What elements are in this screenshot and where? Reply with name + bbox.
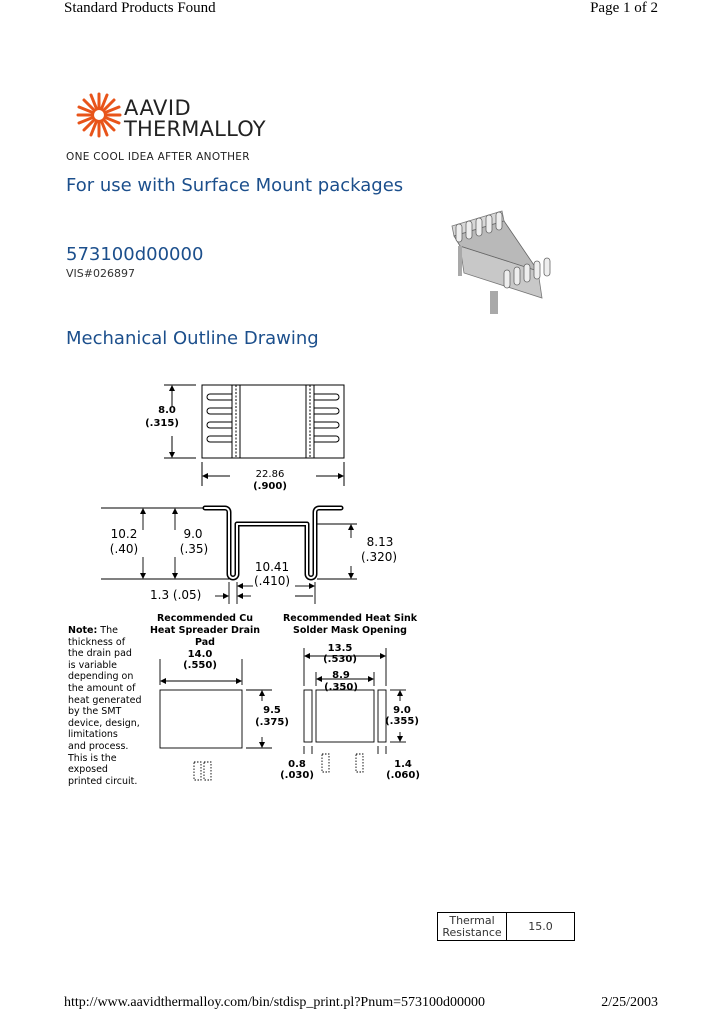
mask-left-in: (.030) — [280, 770, 314, 781]
vis-number: VIS#026897 — [66, 267, 135, 280]
note-line: The — [100, 625, 118, 636]
side-h1-in: (.40) — [109, 542, 139, 556]
side-width-mm: 10.41 — [254, 560, 290, 574]
pad-title-line1: Recommended Cu — [156, 613, 253, 624]
mask-outer-in: (.530) — [323, 654, 357, 665]
side-h3-mm: 8.13 — [366, 535, 394, 549]
logo-aavid: AAVID — [124, 96, 192, 120]
side-h3-in: (.320) — [360, 550, 398, 564]
side-thickness: 1.3 (.05) — [150, 588, 202, 602]
note-line: thickness of — [68, 636, 126, 648]
note-line: This is the — [68, 752, 117, 764]
note-line: limitations — [68, 729, 118, 741]
thermal-label-line1: Thermal — [449, 913, 495, 927]
logo-thermalloy: THERMALLOY — [124, 117, 266, 141]
mask-title-line2: Solder Mask Opening — [293, 625, 407, 636]
thermal-value: 15.0 — [507, 913, 575, 941]
mask-height-in: (.355) — [385, 716, 419, 727]
aavid-sunburst-logo-icon — [76, 92, 122, 138]
note-line: by the SMT — [68, 706, 122, 718]
pad-width-mm: 14.0 — [187, 649, 213, 660]
header-title: Standard Products Found — [64, 0, 216, 16]
pad-height-in: (.375) — [255, 717, 289, 728]
footer-url[interactable]: http://www.aavidthermalloy.com/bin/stdisp_print.pl?Pnum=573100d00000 — [64, 995, 485, 1010]
note-line: is variable — [68, 659, 117, 671]
mask-title-line1: Recommended Heat Sink — [282, 613, 418, 624]
pad-width-in: (.550) — [183, 660, 217, 671]
thermal-label — [438, 913, 507, 941]
side-h2-mm: 9.0 — [183, 527, 203, 541]
pad-title-line2: Heat Spreader Drain Pad — [149, 625, 261, 648]
top-width-in: (.900) — [253, 481, 287, 492]
page-indicator: Page 1 of 2 — [590, 0, 658, 16]
mask-inner-in: (.350) — [324, 682, 358, 693]
logo-tagline: ONE COOL IDEA AFTER ANOTHER — [66, 151, 250, 163]
thermal-resistance-table — [437, 912, 575, 941]
mask-title — [280, 613, 420, 637]
side-h2-in: (.35) — [179, 542, 209, 556]
note-line: device, design, — [68, 717, 140, 729]
note-line: printed circuit. — [68, 775, 138, 787]
side-h1-mm: 10.2 — [110, 527, 138, 541]
note-line: exposed — [68, 764, 108, 776]
note-line: the drain pad — [68, 648, 132, 660]
mask-inner-mm: 8.9 — [332, 670, 350, 681]
note-line: and process. — [68, 740, 129, 752]
top-width-mm: 22.86 — [255, 469, 285, 480]
drain-pad-note — [68, 625, 148, 787]
mask-right-in: (.060) — [386, 770, 420, 781]
heatsink-product-photo — [442, 206, 558, 316]
top-height-mm: 8.0 — [158, 405, 176, 416]
note-line: depending on — [68, 671, 134, 683]
mask-left-mm: 0.8 — [288, 759, 306, 770]
top-height-in: (.315) — [145, 418, 179, 429]
side-width-in: (.410) — [253, 574, 291, 588]
pad-title — [140, 613, 270, 649]
page-subtitle: For use with Surface Mount packages — [66, 175, 404, 196]
note-line: heat generated — [68, 694, 142, 706]
mask-outer-mm: 13.5 — [327, 643, 353, 654]
mask-right-mm: 1.4 — [394, 759, 412, 770]
mask-height-mm: 9.0 — [393, 705, 411, 716]
note-label: Note: — [68, 625, 98, 636]
thermal-label-line2: Resistance — [442, 925, 502, 939]
note-line: the amount of — [68, 682, 136, 694]
section-title: Mechanical Outline Drawing — [66, 328, 319, 349]
footer-date: 2/25/2003 — [601, 995, 658, 1010]
part-number: 573100d00000 — [66, 244, 204, 265]
pad-height-mm: 9.5 — [263, 705, 281, 716]
